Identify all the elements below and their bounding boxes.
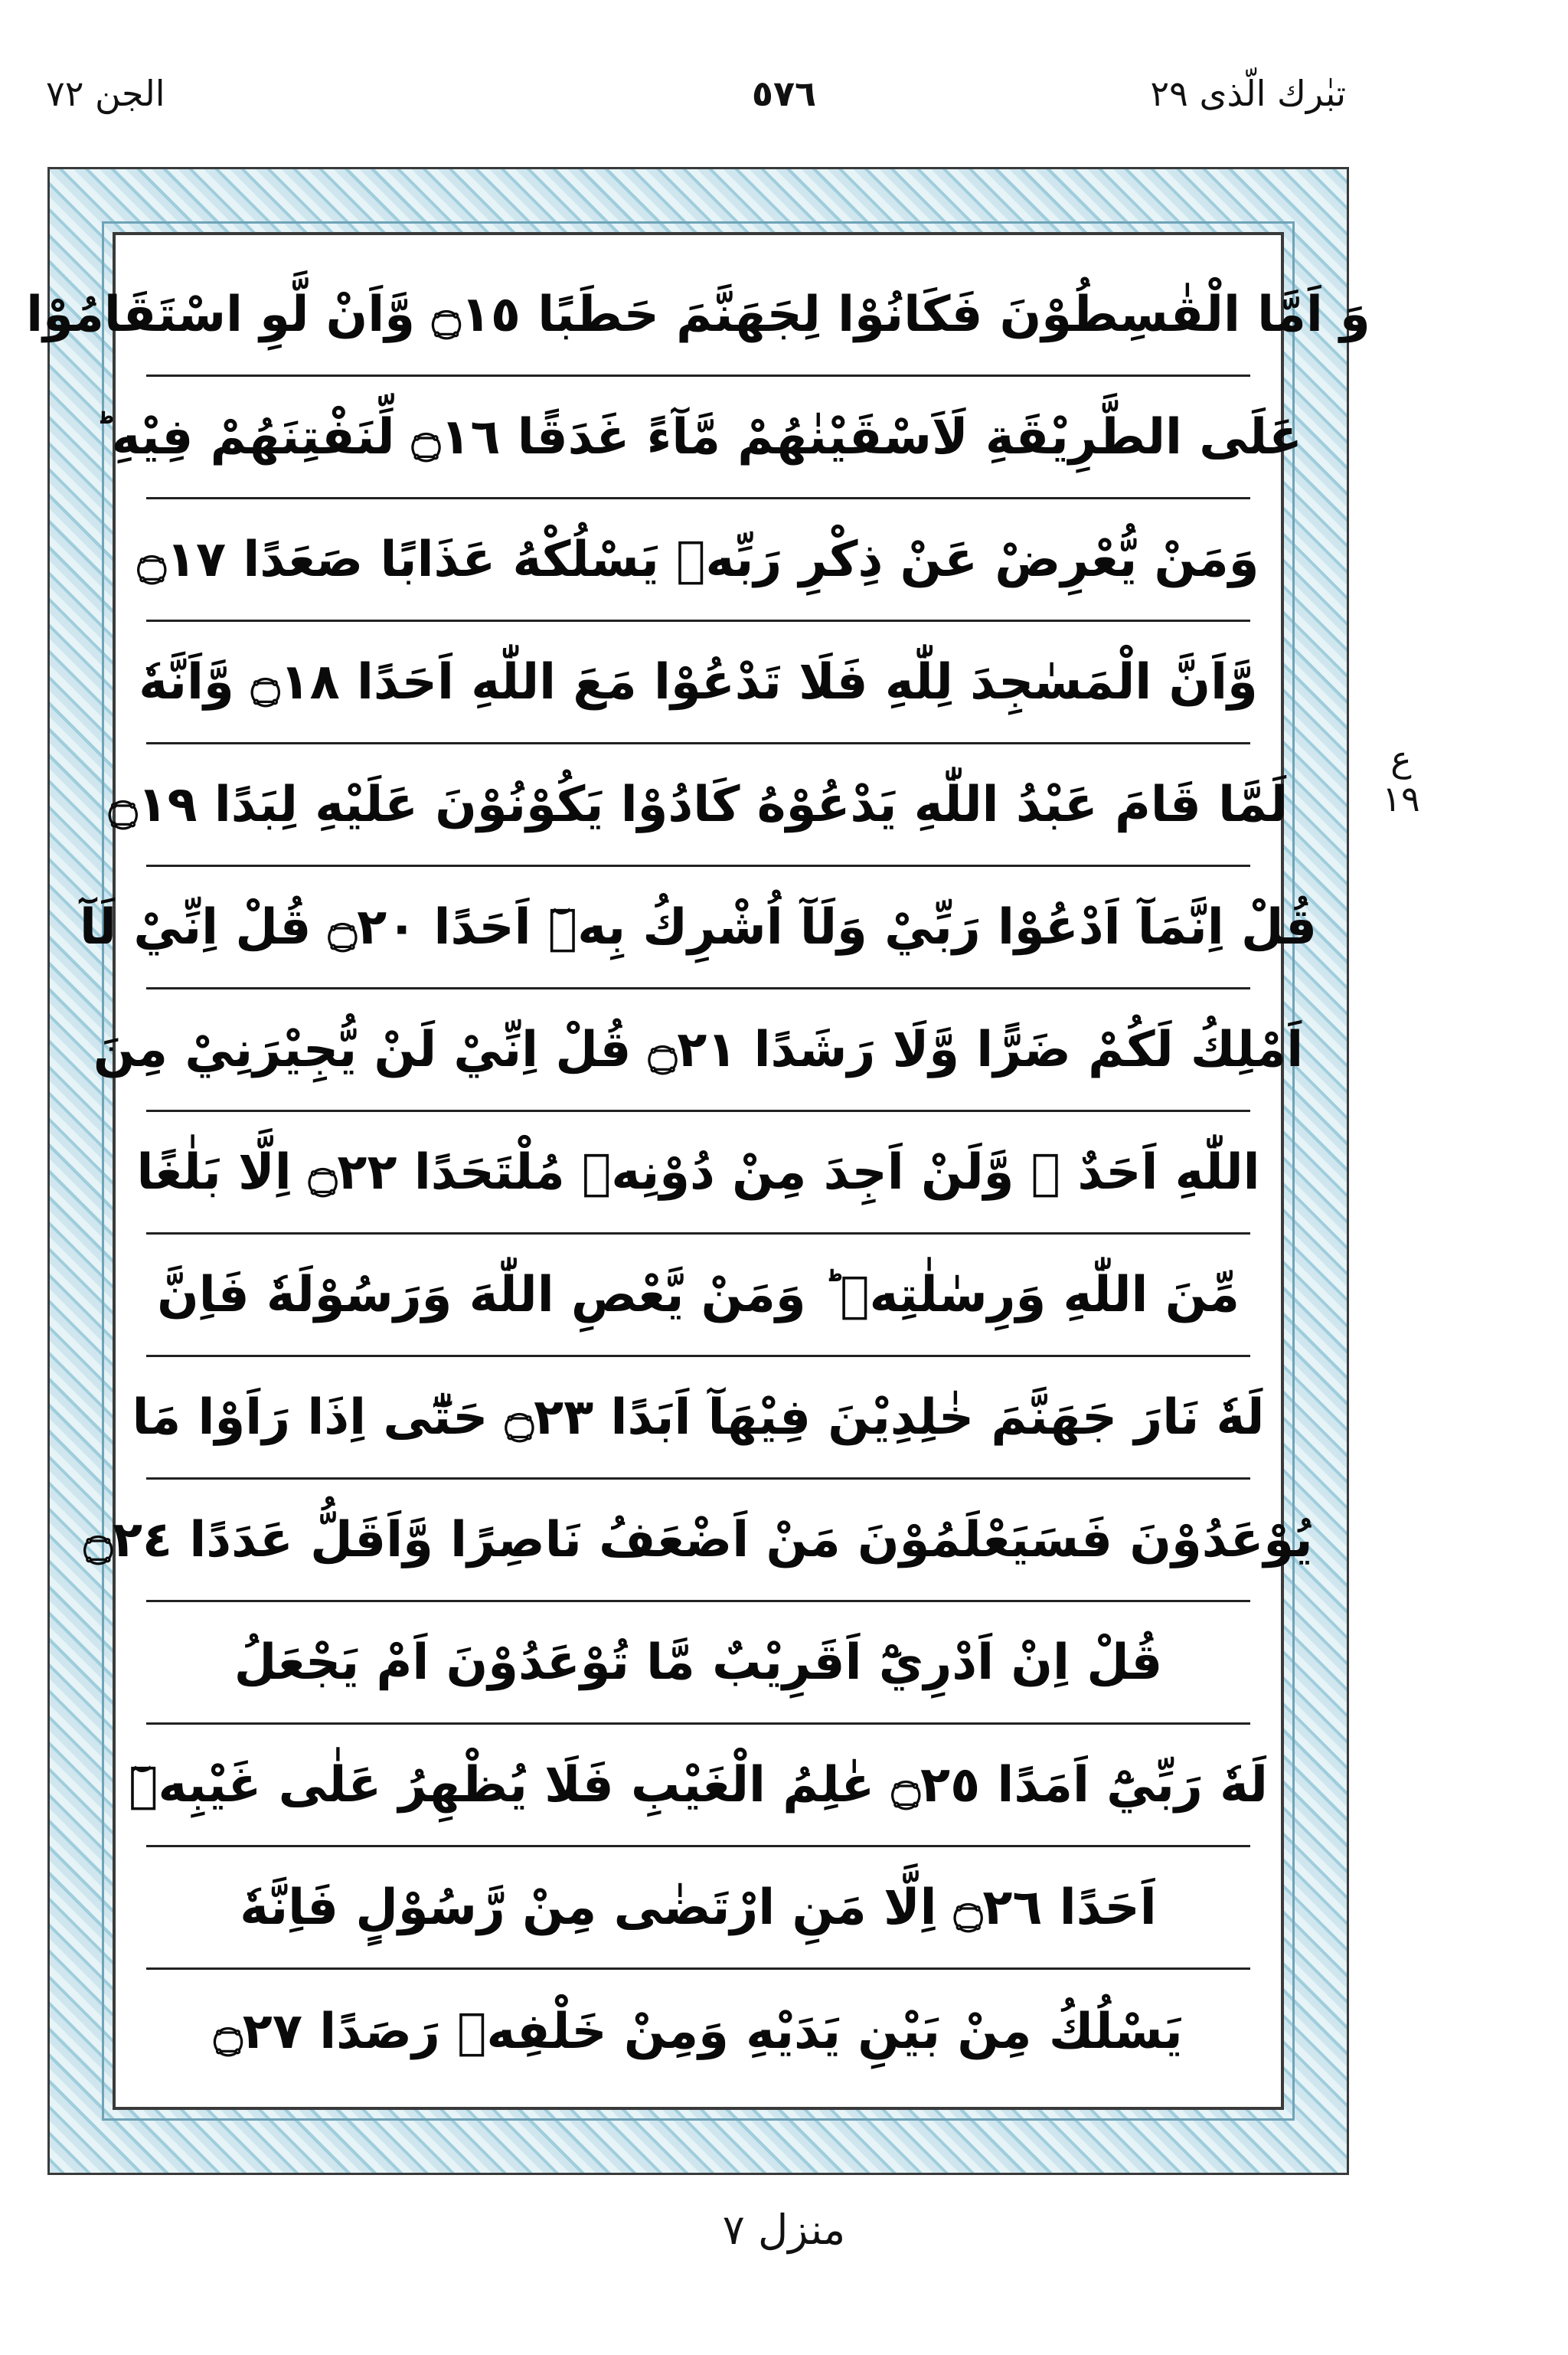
manzil-label: منزل ٧ <box>722 2206 846 2254</box>
ruku-marker: ع ١٩ <box>1382 738 1420 819</box>
verse-line: لَهٗ رَبِّيْٓ اَمَدًا ۝٢٥ عٰلِمُ الْغَيْبِ فَلَا يُظْهِرُ عَلٰى غَيْبِهٖٓ <box>146 1725 1250 1847</box>
page-number: ٥٧٦ <box>751 73 817 114</box>
verse-line: وَ اَمَّا الْقٰسِطُوْنَ فَكَانُوْا لِجَهَنَّمَ حَطَبًا ۝١٥ وَّاَنْ لَّوِ اسْتَقَامُوْا <box>146 254 1250 377</box>
verse-line: اللّٰهِ اَحَدٌ ۙ وَّلَنْ اَجِدَ مِنْ دُوْنِهٖ مُلْتَحَدًا ۝٢٢ اِلَّا بَلٰغًا <box>146 1112 1250 1235</box>
verse-line: وَّاَنَّ الْمَسٰجِدَ لِلّٰهِ فَلَا تَدْعُوْا مَعَ اللّٰهِ اَحَدًا ۝١٨ وَّاَنَّهٗ <box>146 622 1250 744</box>
verse-line: لَمَّا قَامَ عَبْدُ اللّٰهِ يَدْعُوْهُ كَادُوْا يَكُوْنُوْنَ عَلَيْهِ لِبَدًا ۝١٩ <box>146 744 1250 867</box>
verse-lines <box>26 254 1370 2092</box>
verse-line: اَحَدًا ۝٢٦ اِلَّا مَنِ ارْتَضٰى مِنْ رَّسُوْلٍ فَاِنَّهٗ <box>146 1847 1250 1970</box>
verse-line: لَهٗ نَارَ جَهَنَّمَ خٰلِدِيْنَ فِيْهَآ اَبَدًا ۝٢٣ حَتّٰٓى اِذَا رَاَوْا مَا <box>146 1357 1250 1480</box>
verse-line: قُلْ اِنَّمَآ اَدْعُوْا رَبِّيْ وَلَآ اُشْرِكُ بِهٖٓ اَحَدًا ۝٢٠ قُلْ اِنِّيْ لَآ <box>146 867 1250 989</box>
juz-name: تبٰرك الّذى ٢٩ <box>1150 73 1346 114</box>
verse-line: يَسْلُكُ مِنْ بَيْنِ يَدَيْهِ وَمِنْ خَلْفِهٖ رَصَدًا ۝٢٧ <box>214 2003 1183 2060</box>
verse-line: عَلَى الطَّرِيْقَةِ لَاَسْقَيْنٰهُمْ مَّآءً غَدَقًا ۝١٦ لِّنَفْتِنَهُمْ فِيْهِ ؕ <box>146 377 1250 499</box>
verse-line: يُوْعَدُوْنَ فَسَيَعْلَمُوْنَ مَنْ اَضْعَفُ نَاصِرًا وَّاَقَلُّ عَدَدًا ۝٢٤ <box>146 1480 1250 1602</box>
ornamental-border <box>26 167 1370 2175</box>
page-header <box>0 73 1568 157</box>
verse-line: اَمْلِكُ لَكُمْ ضَرًّا وَّلَا رَشَدًا ۝٢١ قُلْ اِنِّيْ لَنْ يُّجِيْرَنِيْ مِنَ <box>146 989 1250 1112</box>
text-panel <box>26 232 1370 2110</box>
verse-line: مِّنَ اللّٰهِ وَرِسٰلٰتِهٖ ؕ وَمَنْ يَّعْصِ اللّٰهَ وَرَسُوْلَهٗ فَاِنَّ <box>146 1235 1250 1357</box>
verse-line: وَمَنْ يُّعْرِضْ عَنْ ذِكْرِ رَبِّهٖ يَسْلُكْهُ عَذَابًا صَعَدًا ۝١٧ <box>146 499 1250 622</box>
verse-line: قُلْ اِنْ اَدْرِيْٓ اَقَرِيْبٌ مَّا تُوْعَدُوْنَ اَمْ يَجْعَلُ <box>146 1602 1250 1725</box>
surah-name: الجن ٧٢ <box>46 73 165 114</box>
